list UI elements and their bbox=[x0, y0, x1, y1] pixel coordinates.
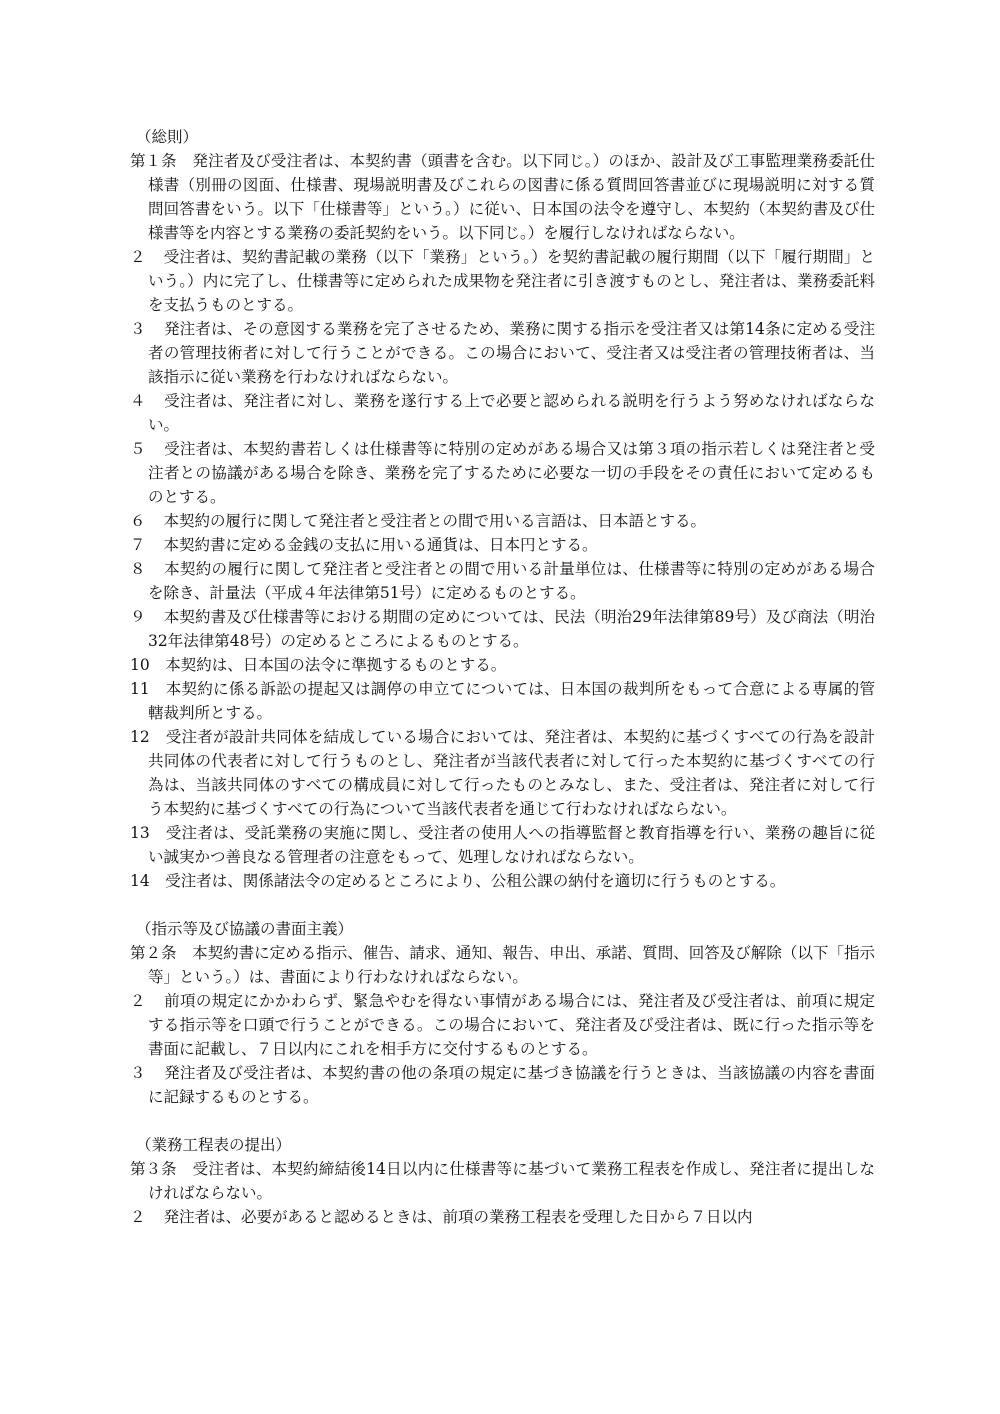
clause-text: 発注者及び受注者は、本契約書（頭書を含む。以下同じ。）のほか、設計及び工事監理業務委託仕様書（別冊の図面、仕様書、現場説明書及びこれらの図書に係る質問回答書並びに現場説明に対する質問回答書をいう。以下「仕様書等」という。）に従い、日本国の法令を遵守し、本契約（本契約書及び仕様書等を内容とする業務の委託契約をいう。以下同じ。）を履行しなければならない。 bbox=[148, 152, 875, 242]
clause-number: ３ bbox=[130, 1064, 146, 1082]
clause-number: ４ bbox=[130, 392, 146, 410]
article-section bbox=[130, 917, 875, 1109]
clause-paragraph bbox=[130, 653, 875, 677]
clause-paragraph bbox=[130, 989, 875, 1061]
clause-text: 受注者は、本契約締結後14日以内に仕様書等に基づいて業務工程表を作成し、発注者に提出しなければならない。 bbox=[148, 1160, 875, 1202]
clause-text: 本契約書及び仕様書等における期間の定めについては、民法（明治29年法律第89号）及び商法（明治32年法律第48号）の定めるところによるものとする。 bbox=[148, 608, 875, 650]
clause-text: 受注者は、発注者に対し、業務を遂行する上で必要と認められる説明を行うよう努めなければならない。 bbox=[148, 392, 875, 434]
article-heading: （総則） bbox=[136, 128, 199, 146]
clause-number: ２ bbox=[130, 248, 146, 266]
clause-number: ８ bbox=[130, 560, 146, 578]
article-section bbox=[130, 125, 875, 893]
clause-number: ５ bbox=[130, 440, 146, 458]
clause-text: 発注者は、その意図する業務を完了させるため、業務に関する指示を受注者又は第14条に定める受注者の管理技術者に対して行うことができる。この場合において、受注者又は受注者の管理技術者は、当該指示に従い業務を行わなければならない。 bbox=[148, 320, 875, 386]
clause-number: 12 bbox=[130, 728, 150, 746]
clause-text: 発注者は、必要があると認めるときは、前項の業務工程表を受理した日から７日以内 bbox=[163, 1208, 753, 1226]
clause-text: 発注者及び受注者は、本契約書の他の条項の規定に基づき協議を行うときは、当該協議の内容を書面に記録するものとする。 bbox=[148, 1064, 875, 1106]
clause-paragraph bbox=[130, 149, 875, 245]
document-page bbox=[130, 125, 875, 1253]
clause-paragraph bbox=[130, 389, 875, 437]
clause-number: ７ bbox=[130, 536, 146, 554]
clause-paragraph bbox=[130, 1157, 875, 1205]
article-section bbox=[130, 1133, 875, 1229]
clause-paragraph bbox=[130, 941, 875, 989]
clause-number: 第３条 bbox=[130, 1160, 177, 1178]
article-heading: （指示等及び協議の書面主義） bbox=[136, 920, 354, 938]
clause-paragraph bbox=[130, 533, 875, 557]
clause-paragraph bbox=[130, 725, 875, 821]
clause-text: 本契約書に定める指示、催告、請求、通知、報告、申出、承諾、質問、回答及び解除（以下「指示等」という。）は、書面により行わなければならない。 bbox=[148, 944, 875, 986]
clause-paragraph bbox=[130, 605, 875, 653]
clause-paragraph bbox=[130, 1061, 875, 1109]
clause-text: 本契約は、日本国の法令に準拠するものとする。 bbox=[165, 656, 507, 674]
clause-text: 本契約の履行に関して発注者と受注者との間で用いる計量単位は、仕様書等に特別の定めがある場合を除き、計量法（平成４年法律第51号）に定めるものとする。 bbox=[148, 560, 875, 602]
clause-number: 11 bbox=[130, 680, 150, 698]
clause-number: ３ bbox=[130, 320, 146, 338]
clause-paragraph bbox=[130, 821, 875, 869]
clause-number: 13 bbox=[130, 824, 150, 842]
clause-text: 受注者は、契約書記載の業務（以下「業務」という。）を契約書記載の履行期間（以下「履行期間」という。）内に完了し、仕様書等に定められた成果物を発注者に引き渡すものとし、発注者は、業務委託料を支払うものとする。 bbox=[148, 248, 875, 314]
clause-paragraph bbox=[130, 317, 875, 389]
clause-text: 本契約書に定める金銭の支払に用いる通貨は、日本円とする。 bbox=[163, 536, 598, 554]
clause-text: 受注者が設計共同体を結成している場合においては、発注者は、本契約に基づくすべての行為を設計共同体の代表者に対して行うものとし、発注者が当該代表者に対して行った本契約に基づくすべての行為は、当該共同体のすべての構成員に対して行ったものとみなし、また、受注者は、発注者に対して行う本契約に基づくすべての行為について当該代表者を通じて行わなければならない。 bbox=[148, 728, 875, 818]
clause-paragraph bbox=[130, 869, 875, 893]
clause-text: 受注者は、関係諸法令の定めるところにより、公租公課の納付を適切に行うものとする。 bbox=[165, 872, 786, 890]
clause-number: ９ bbox=[130, 608, 146, 626]
clause-paragraph bbox=[130, 557, 875, 605]
clause-paragraph bbox=[130, 245, 875, 317]
clause-number: 10 bbox=[130, 656, 150, 674]
clause-paragraph bbox=[130, 677, 875, 725]
clause-text: 受注者は、本契約書若しくは仕様書等に特別の定めがある場合又は第３項の指示若しくは発注者と受注者との協議がある場合を除き、業務を完了するために必要な一切の手段をその責任において定めるものとする。 bbox=[148, 440, 875, 506]
clause-number: 第２条 bbox=[130, 944, 177, 962]
clause-number: ２ bbox=[130, 1208, 146, 1226]
clause-number: ２ bbox=[130, 992, 146, 1010]
clause-text: 前項の規定にかかわらず、緊急やむを得ない事情がある場合には、発注者及び受注者は、前項に規定する指示等を口頭で行うことができる。この場合において、発注者及び受注者は、既に行った指示等を書面に記載し、７日以内にこれを相手方に交付するものとする。 bbox=[148, 992, 875, 1058]
clause-number: ６ bbox=[130, 512, 146, 530]
clause-text: 本契約に係る訴訟の提起又は調停の申立てについては、日本国の裁判所をもって合意による専属的管轄裁判所とする。 bbox=[148, 680, 875, 722]
clause-number: 第１条 bbox=[130, 152, 177, 170]
clause-text: 受注者は、受託業務の実施に関し、受注者の使用人への指導監督と教育指導を行い、業務の趣旨に従い誠実かつ善良なる管理者の注意をもって、処理しなければならない。 bbox=[148, 824, 875, 866]
clause-text: 本契約の履行に関して発注者と受注者との間で用いる言語は、日本語とする。 bbox=[163, 512, 707, 530]
clause-paragraph bbox=[130, 437, 875, 509]
article-heading: （業務工程表の提出） bbox=[136, 1136, 292, 1154]
clause-paragraph bbox=[130, 509, 875, 533]
clause-paragraph bbox=[130, 1205, 875, 1229]
clause-number: 14 bbox=[130, 872, 150, 890]
